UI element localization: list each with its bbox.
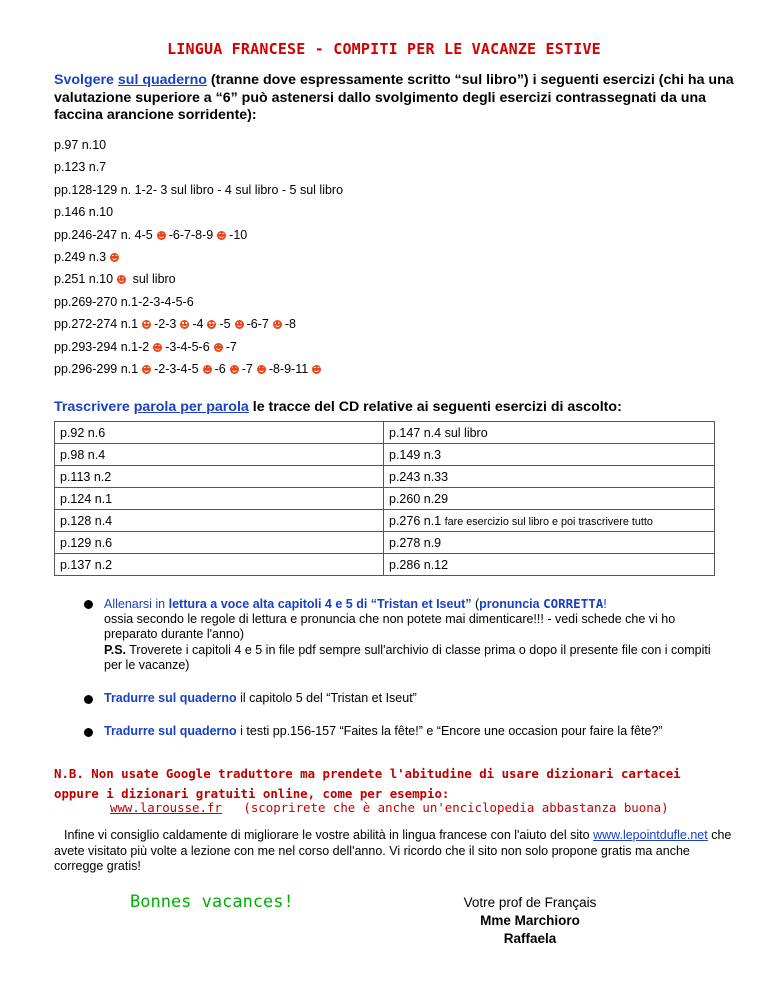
- track-ref: p.147 n.4 sul libro: [389, 425, 488, 440]
- exercise-text: -2-3: [154, 317, 177, 332]
- reading-task: lettura a voce alta capitoli 4 e 5 di “Tristan et Iseut”: [168, 597, 472, 611]
- exercise-text: pp.246-247 n. 4-5: [54, 227, 153, 242]
- signature-role: Votre prof de Français: [463, 895, 597, 910]
- exercise-text: pp.128-129 n. 1-2- 3 sul libro - 4 sul libro - 5 sul libro: [54, 182, 344, 197]
- table-row: [55, 444, 715, 466]
- translate-label: Tradurre sul quaderno: [104, 691, 237, 706]
- exercise-line: [54, 224, 714, 246]
- translate-text: il capitolo 5 del “Tristan et Iseut”: [236, 691, 417, 706]
- exercise-text: -6-7-8-9: [168, 227, 214, 242]
- instructions-list: [104, 596, 714, 757]
- exercise-text: p.146 n.10: [54, 205, 114, 220]
- exercise-text: -8: [284, 317, 296, 332]
- exercise-line: [54, 268, 714, 290]
- exercise-text: -2-3-4-5: [154, 361, 199, 376]
- exercise-line: [54, 134, 714, 156]
- smiley-face-icon: [230, 365, 239, 374]
- signature-name: Mme Marchioro Raffaela: [480, 913, 580, 946]
- list-item: [104, 596, 714, 673]
- exercise-line: [54, 336, 714, 358]
- table-cell: [384, 488, 715, 510]
- exercise-line: [54, 179, 714, 201]
- intro-paragraph: [54, 72, 734, 125]
- exercise-line: [54, 201, 714, 223]
- lepointdufle-link[interactable]: www.lepointdufle.net: [593, 828, 708, 842]
- pronunciation-label: pronuncia: [479, 597, 544, 611]
- table-row: [55, 422, 715, 444]
- track-ref: p.276 n.1: [389, 513, 442, 528]
- exercise-text: p.249 n.3: [54, 249, 107, 264]
- exercise-line: [54, 291, 714, 313]
- smiley-face-icon: [157, 231, 166, 240]
- exclamation: !: [603, 597, 607, 611]
- smiley-face-icon: [117, 275, 126, 284]
- exercise-text: -6: [214, 361, 226, 376]
- table-cell: [384, 510, 715, 532]
- exercise-line: [54, 156, 714, 178]
- tracks-table: [54, 421, 715, 576]
- smiley-face-icon: [142, 320, 151, 329]
- translate-label: Tradurre sul quaderno: [104, 724, 237, 739]
- bullet-dot-icon: [84, 600, 93, 609]
- final-text-a: Infine vi consiglio caldamente di migliorare le vostre abilità in lingua francese con l'aiuto del sito: [64, 828, 590, 842]
- exercise-text: -6-7: [246, 317, 269, 332]
- smiley-face-icon: [312, 365, 321, 374]
- smiley-face-icon: [180, 320, 189, 329]
- table-cell: p.129 n.6: [55, 532, 384, 554]
- intro-text: (tranne dove espressamente scritto “sul libro”) i seguenti esercizi (chi ha una valutazione superiore a “6” può astenersi dallo svolgimento degli esercizi contrassegnati da una faccina arancione sorridente):: [54, 72, 734, 123]
- smiley-face-icon: [153, 343, 162, 352]
- ps-text: Troverete i capitoli 4 e 5 in file pdf sempre sull'archivio di classe prima o dopo il presente file con i compiti per le vacanze): [104, 642, 711, 672]
- smiley-face-icon: [217, 231, 226, 240]
- table-row: [55, 554, 715, 576]
- table-row: [55, 488, 715, 510]
- table-row: [55, 510, 715, 532]
- exercise-text: pp.269-270 n.1-2-3-4-5-6: [54, 294, 194, 309]
- transcribe-how: parola per parola: [133, 399, 249, 415]
- larousse-link[interactable]: www.larousse.fr: [110, 800, 222, 815]
- closing-greeting: Bonnes vacances!: [130, 892, 294, 912]
- table-cell: [384, 444, 715, 466]
- bullet-dot-icon: [84, 695, 93, 704]
- smiley-face-icon: [110, 253, 119, 262]
- table-cell: p.124 n.1: [55, 488, 384, 510]
- list-item: [104, 691, 714, 706]
- track-ref: p.278 n.9: [389, 535, 442, 550]
- track-ref: p.243 n.33: [389, 469, 449, 484]
- table-cell: [384, 532, 715, 554]
- smiley-face-icon: [257, 365, 266, 374]
- table-cell: [384, 554, 715, 576]
- track-ref: p.260 n.29: [389, 491, 449, 506]
- final-paragraph: [54, 828, 734, 875]
- smiley-face-icon: [214, 343, 223, 352]
- track-ref: p.149 n.3: [389, 447, 442, 462]
- track-note: fare esercizio sul libro e poi trascrivere tutto: [444, 515, 653, 528]
- exercise-line: [54, 313, 714, 335]
- dictionary-line: [110, 800, 669, 815]
- table-cell: p.128 n.4: [55, 510, 384, 532]
- track-ref: p.286 n.12: [389, 557, 449, 572]
- exercise-text: -10: [229, 227, 248, 242]
- signature: [455, 894, 605, 948]
- exercise-text: p.123 n.7: [54, 160, 107, 175]
- nb-note: N.B. Non usate Google traduttore ma prendete l'abitudine di usare dizionari cartacei oppure i dizionari gratuiti online, come per esempio:: [54, 766, 681, 801]
- exercise-text: -5: [219, 317, 231, 332]
- final-text-b: che avete visitato più volte a lezione con me nel corso dell'anno. Vi ricordo che il sito non solo propone gratis ma anche corregge gratis!: [54, 828, 732, 873]
- exercise-text: pp.296-299 n.1: [54, 361, 139, 376]
- exercise-line: [54, 358, 714, 380]
- transcribe-verb: Trascrivere: [54, 399, 130, 415]
- paren-open: (: [471, 597, 480, 611]
- exercise-text: p.97 n.10: [54, 138, 107, 152]
- table-cell: p.113 n.2: [55, 466, 384, 488]
- ps-label: P.S.: [104, 642, 127, 657]
- exercise-text: sul libro: [129, 272, 176, 287]
- exercise-line: [54, 246, 714, 268]
- table-cell: [384, 422, 715, 444]
- exercise-text: -8-9-11: [268, 361, 309, 376]
- exercise-text: -3-4-5-6: [165, 339, 210, 354]
- list-item: [104, 724, 714, 739]
- smiley-face-icon: [235, 320, 244, 329]
- document-title: LINGUA FRANCESE - COMPITI PER LE VACANZE ESTIVE: [167, 40, 601, 58]
- table-cell: p.92 n.6: [55, 422, 384, 444]
- bullet-dot-icon: [84, 728, 93, 737]
- transcribe-heading: [54, 399, 622, 415]
- smiley-face-icon: [273, 320, 282, 329]
- larousse-note: (scoprirete che è anche un'enciclopedia abbastanza buona): [243, 800, 669, 815]
- intro-verb: Svolgere: [54, 72, 114, 88]
- table-cell: p.137 n.2: [55, 554, 384, 576]
- table-row: [55, 532, 715, 554]
- exercise-text: p.251 n.10: [54, 272, 114, 287]
- intro-where: sul quaderno: [117, 72, 207, 88]
- smiley-face-icon: [142, 365, 151, 374]
- translate-text: i testi pp.156-157 “Faites la fête!” e “Encore une occasion pour faire la fête?”: [236, 724, 663, 739]
- table-row: [55, 466, 715, 488]
- reading-intro: Allenarsi in: [104, 597, 169, 611]
- smiley-face-icon: [203, 365, 212, 374]
- smiley-face-icon: [207, 320, 216, 329]
- table-cell: p.98 n.4: [55, 444, 384, 466]
- correct-word: CORRETTA: [543, 596, 604, 611]
- exercise-text: -4: [192, 317, 204, 332]
- exercise-text: pp.293-294 n.1-2: [54, 339, 150, 354]
- exercise-text: pp.272-274 n.1: [54, 317, 139, 332]
- table-cell: [384, 466, 715, 488]
- exercise-text: -7: [241, 361, 253, 376]
- exercise-list: [54, 134, 714, 380]
- exercise-text: -7: [225, 339, 237, 354]
- reading-note: ossia secondo le regole di lettura e pronuncia che non potete mai dimenticare!!! - vedi schede che vi ho preparato durante l'anno): [104, 612, 676, 642]
- transcribe-text: le tracce del CD relative ai seguenti esercizi di ascolto:: [252, 399, 622, 415]
